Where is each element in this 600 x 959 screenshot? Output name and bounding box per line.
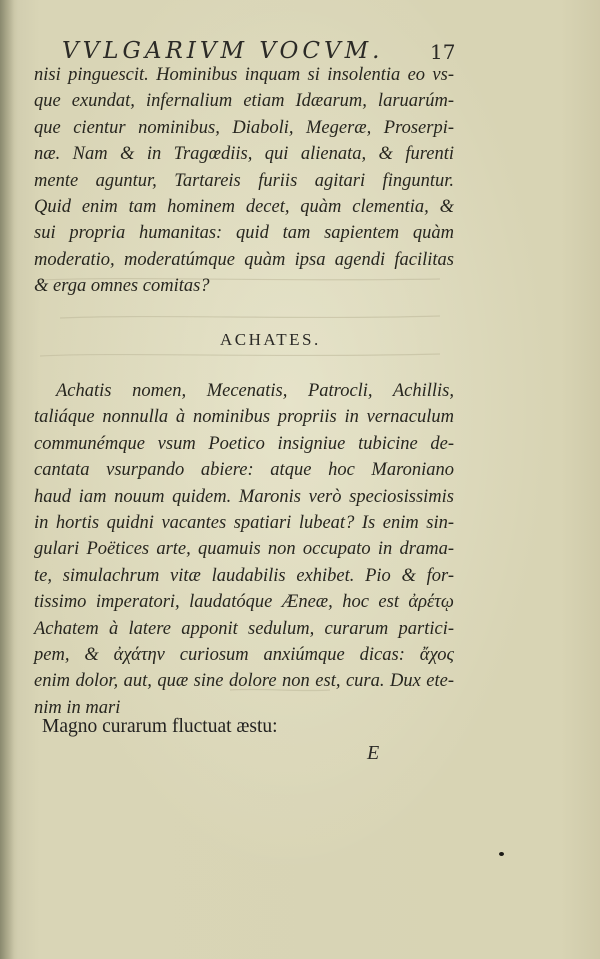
text-line: in hortis quidni vacantes spatiari lubeat? Is enim sin-	[34, 512, 454, 533]
text-line: sui propria humanitas: quid tam sapientem quàm	[34, 223, 454, 244]
gutter-shadow	[0, 0, 14, 959]
running-header: VVLGARIVM VOCVM.	[62, 38, 384, 64]
text-line: cantata vsurpando abiere: atque hoc Maroniano	[34, 460, 454, 481]
text-line: tissimo imperatori, laudatóque Æneæ, hoc est ἀρέτῳ	[34, 592, 454, 613]
text-line: mente aguntur, Tartareis furiis agitari finguntur.	[34, 170, 454, 191]
text-line: næ. Nam & in Tragœdiis, qui alienata, & furenti	[34, 144, 454, 165]
text-line: pem, & ἀχάτην curiosum anxiúmque dicas: ἄχος	[34, 644, 454, 665]
text-line: & erga omnes comitas?	[34, 276, 210, 297]
signature-mark: E	[367, 742, 380, 764]
ink-speck	[499, 852, 504, 856]
text-line: que exundat, infernalium etiam Idæarum, laruarúm-	[34, 91, 454, 112]
text-line: Achatis nomen, Mecenatis, Patrocli, Achillis,	[56, 381, 454, 401]
text-line: Quid enim tam hominem decet, quàm clementia, &	[34, 196, 454, 217]
paragraph-one	[34, 62, 454, 300]
text-line: moderatio, moderatúmque quàm ipsa agendi facilitas	[34, 249, 454, 270]
text-line: que cientur nominibus, Diaboli, Megeræ, Proserpi-	[34, 117, 454, 138]
text-line: Achatem à latere apponit sedulum, curarum partici-	[34, 618, 454, 639]
page-number: 17	[430, 40, 456, 64]
verse-quotation: Magno curarum fluctuat æstu:	[42, 716, 278, 737]
text-line: gulari Poëtices arte, quamuis non occupato in drama-	[34, 539, 454, 560]
text-line: taliáque nonnulla à nominibus propriis in vernaculum	[34, 407, 454, 428]
text-line: nim in mari	[34, 697, 121, 718]
paragraph-two	[34, 378, 454, 721]
text-line: haud iam nouum quidem. Maronis verò speciosissimis	[34, 486, 454, 507]
section-heading: ACHATES.	[220, 330, 321, 349]
text-line: communémque vsum Poetico insigniue tubicine de-	[34, 433, 454, 454]
text-line: nisi pinguescit. Hominibus inquam si insolentia eo vs-	[34, 65, 454, 85]
text-line: te, simulachrum vitæ laudabilis exhibet. Pio & for-	[34, 565, 454, 586]
text-line: enim dolor, aut, quæ sine dolore non est, cura. Dux ete-	[34, 671, 454, 692]
